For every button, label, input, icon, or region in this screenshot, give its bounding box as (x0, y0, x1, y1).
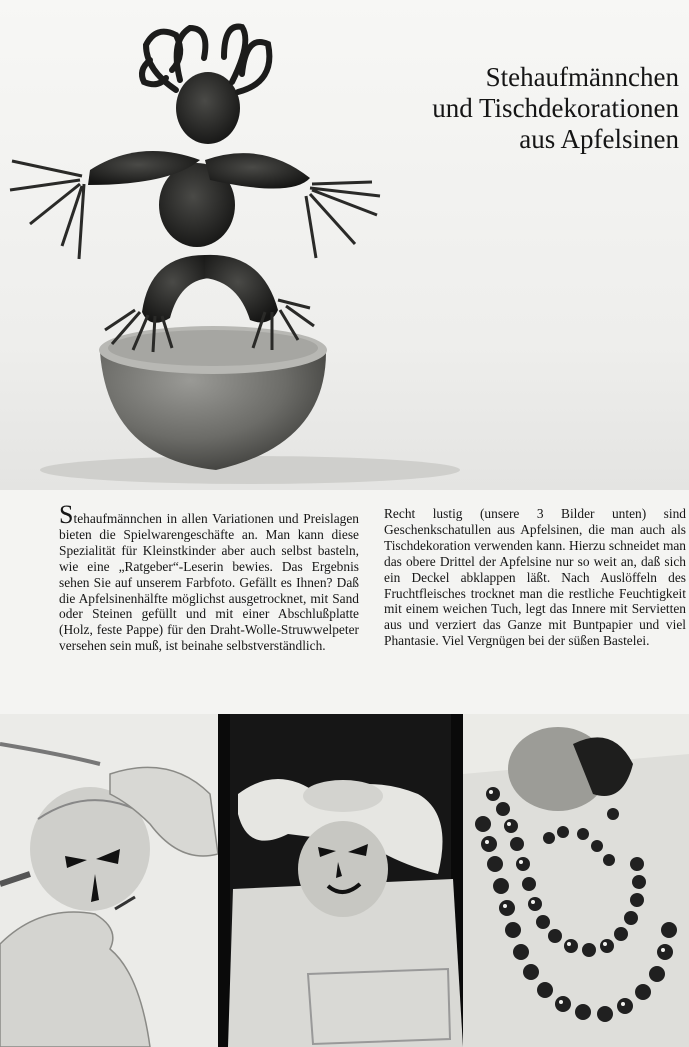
photo-orange-face-napkin (218, 714, 463, 1047)
title-line-1: Stehaufmännchen (485, 62, 679, 92)
photo-strip (0, 714, 689, 1047)
drop-cap: S (59, 500, 74, 529)
photo-hands-cutting-orange (0, 714, 218, 1047)
left-column-text: tehaufmännchen in allen Variationen und Preislagen bieten die Spielwarengeschäfte an. Man kann diese Spezialität für Kleinstkinder aber auch selbst basteln, wie eine „Ratgeber“-Leserin bewies. Das Ergebnis sehen Sie auf unserem Farbfoto. Gefällt es Ihnen? Daß die Apfelsinenhälfte möglichst ausgetrocknet, mit Sand oder Steinen gefüllt und mit einer Abschlußplatte (Holz, feste Pappe) für den Draht-Wolle-Struwwelpeter versehen sein muß, ist beinahe selbstverständlich. (59, 511, 359, 654)
title-line-3: aus Apfelsinen (519, 124, 679, 154)
right-column (384, 506, 686, 649)
article-title (339, 62, 679, 155)
right-column-text: Recht lustig (unsere 3 Bilder unten) sind Geschenkschatullen aus Apfelsinen, die man auch als Tischdekoration verwenden kann. Hierzu schneidet man das obere Drittel der Apfelsine nur so weit an, daß sich ein Deckel abklappen läßt. Nach Auslöffeln des Fruchtfleisches trocknet man die restliche Feuchtigkeit mit einem weichen Tuch, legt das Innere mit Servietten aus und verziert das Ganze mit Buntpapier und viel Phantasie. Viel Vergnügen bei der süßen Bastelei. (384, 506, 686, 649)
photo-orange-pearls (463, 714, 689, 1047)
title-line-2: und Tischdekorationen (432, 93, 679, 123)
left-column (59, 500, 359, 654)
